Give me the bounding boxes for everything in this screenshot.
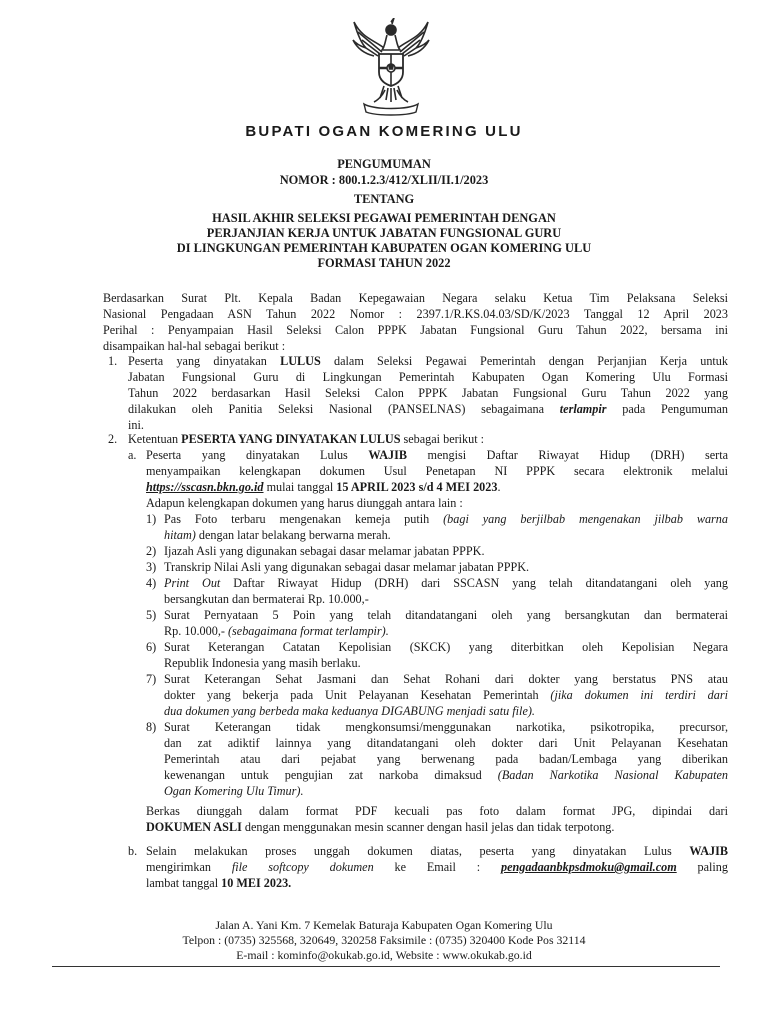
item-2-line: Ketentuan PESERTA YANG DINYATAKAN LULUS sebagai berikut : xyxy=(128,432,485,446)
doc-line: Transkrip Nilai Asli yang digunakan sebagai dasar melamar jabatan PPPK. xyxy=(164,560,530,574)
subject-line: HASIL AKHIR SELEKSI PEGAWAI PEMERINTAH DENGAN xyxy=(212,211,556,225)
doc-line: dua dokumen yang berbeda maka keduanya DIGABUNG menjadi satu file). xyxy=(164,704,535,718)
document-number: NOMOR : 800.1.2.3/412/XLII/II.1/2023 xyxy=(279,173,489,187)
doc-line: Pemerintah atau dari pejabat yang berwenang pada badan/Lembaga yang diberikan xyxy=(164,752,728,766)
doc-line: dan zat adiktif lainnya yang ditandatangani oleh dokter dari Unit Pelayanan Kesehatan xyxy=(164,736,728,750)
doc-number: 7) xyxy=(146,672,157,686)
intro-line: Berdasarkan Surat Plt. Kepala Badan Kepegawaian Negara selaku Ketua Tim Pelaksana Seleksi xyxy=(103,291,728,305)
doc-line: Ogan Komering Ulu Timur). xyxy=(164,784,304,798)
doc-number: 3) xyxy=(146,560,157,574)
sscasn-link[interactable]: https://sscasn.bkn.go.id xyxy=(146,480,264,494)
item-2a-letter: a. xyxy=(128,448,137,462)
doc-line: hitam) dengan latar belakang berwarna merah. xyxy=(164,528,391,542)
footer-divider xyxy=(52,966,720,967)
item-2b-line: mengirimkan file softcopy dokumen ke Email : pengadaanbkpsdmoku@gmail.com paling xyxy=(146,860,728,874)
item-1-line: Jabatan Fungsional Guru di Lingkungan Pemerintah Kabupaten Ogan Komering Ulu Formasi xyxy=(128,370,728,384)
item-2-number: 2. xyxy=(108,432,118,446)
subject-line: FORMASI TAHUN 2022 xyxy=(317,256,451,270)
garuda-emblem-icon xyxy=(352,18,430,118)
doc-number: 2) xyxy=(146,544,157,558)
doc-line: dokter yang bekerja pada Unit Pelayanan Kesehatan Pemerintah (jika dokumen ini terdiri dari xyxy=(164,688,728,702)
footer-email: E-mail : kominfo@okukab.go.id, Website : www.okukab.go.id xyxy=(236,948,532,962)
doc-line: Surat Keterangan Catatan Kepolisian (SKCK) yang diterbitkan oleh Kepolisian Negara xyxy=(164,640,728,654)
item-1-line: Tahun 2022 berdasarkan Hasil Seleksi Calon PPPK Jabatan Fungsional Guru Tahun 2022 yang xyxy=(128,386,728,400)
about-label: TENTANG xyxy=(353,192,415,206)
item-1-line: Peserta yang dinyatakan LULUS dalam Seleksi Pegawai Pemerintah dengan Perjanjian Kerja untuk xyxy=(128,354,728,368)
subject-line: DI LINGKUNGAN PEMERINTAH KABUPATEN OGAN KOMERING ULU xyxy=(176,241,592,255)
item-1-line: dilakukan oleh Panitia Seleksi Nasional (PANSELNAS) sebagaimana terlampir pada Pengumuman xyxy=(128,402,728,416)
item-2a-line: menyampaikan kelengkapan dokumen Usul Penetapan NI PPPK secara elektronik melalui xyxy=(146,464,728,478)
item-2b-line: Selain melakukan proses unggah dokumen diatas, peserta yang dinyatakan Lulus WAJIB xyxy=(146,844,728,858)
doc-line: Pas Foto terbaru mengenakan kemeja putih (bagi yang berjilbab mengenakan jilbab warna xyxy=(164,512,728,526)
intro-line: Perihal : Penyampaian Hasil Seleksi Calon PPPK Jabatan Fungsional Guru Tahun 2022, bersama ini xyxy=(103,323,728,337)
doc-line: Surat Pernyataan 5 Poin yang telah ditandatangani oleh yang bersangkutan dan bermaterai xyxy=(164,608,728,622)
intro-line: disampaikan hal-hal sebagai berikut : xyxy=(103,339,286,353)
intro-line: Nasional Pengadaan ASN Tahun 2022 Nomor : 2397.1/R.KS.04.03/SD/K/2023 Tanggal 12 April 2023 xyxy=(103,307,728,321)
doc-number: 4) xyxy=(146,576,157,590)
doc-number: 5) xyxy=(146,608,157,622)
item-2b-letter: b. xyxy=(128,844,138,858)
doc-line: Surat Keterangan Sehat Jasmani dan Sehat Rohani dari dokter yang berstatus PNS atau xyxy=(164,672,728,686)
item-1-number: 1. xyxy=(108,354,118,368)
doc-line: Surat Keterangan tidak mengkonsumsi/menggunakan narkotika, psikotropika, precursor, xyxy=(164,720,728,734)
subject-line: PERJANJIAN KERJA UNTUK JABATAN FUNGSIONAL GURU xyxy=(206,226,562,240)
doc-line: Republik Indonesia yang masih berlaku. xyxy=(164,656,361,670)
doc-line: kewenangan untuk pengujian zat narkoba dimaksud (Badan Narkotika Nasional Kabupaten xyxy=(164,768,728,782)
doc-line: bersangkutan dan bermaterai Rp. 10.000,- xyxy=(164,592,369,606)
item-2a-line: Adapun kelengkapan dokumen yang harus diunggah antara lain : xyxy=(146,496,463,510)
upload-note-line: DOKUMEN ASLI dengan menggunakan mesin scanner dengan hasil jelas dan tidak terpotong. xyxy=(146,820,615,834)
email-link[interactable]: pengadaanbkpsdmoku@gmail.com xyxy=(501,860,677,874)
item-2b-line: lambat tanggal 10 MEI 2023. xyxy=(146,876,292,890)
item-2a-line: https://sscasn.bkn.go.id mulai tanggal 15 APRIL 2023 s/d 4 MEI 2023. xyxy=(146,480,501,494)
item-1-line: ini. xyxy=(128,418,144,432)
doc-number: 8) xyxy=(146,720,157,734)
doc-line: Print Out Daftar Riwayat Hidup (DRH) dari SSCASN yang telah ditandatangani oleh yang xyxy=(164,576,728,590)
upload-note-line: Berkas diunggah dalam format PDF kecuali pas foto dalam format JPG, dipindai dari xyxy=(146,804,728,818)
footer-address: Jalan A. Yani Km. 7 Kemelak Baturaja Kabupaten Ogan Komering Ulu xyxy=(215,918,553,932)
doc-number: 1) xyxy=(146,512,157,526)
document-type: PENGUMUMAN xyxy=(337,157,431,171)
doc-line: Ijazah Asli yang digunakan sebagai dasar melamar jabatan PPPK. xyxy=(164,544,485,558)
doc-line: Rp. 10.000,- (sebagaimana format terlampir). xyxy=(164,624,389,638)
item-2a-line: Peserta yang dinyatakan Lulus WAJIB mengisi Daftar Riwayat Hidup (DRH) serta xyxy=(146,448,728,462)
doc-number: 6) xyxy=(146,640,157,654)
agency-title: BUPATI OGAN KOMERING ULU xyxy=(245,123,523,140)
footer-phone: Telpon : (0735) 325568, 320649, 320258 Faksimile : (0735) 320400 Kode Pos 32114 xyxy=(182,933,586,947)
